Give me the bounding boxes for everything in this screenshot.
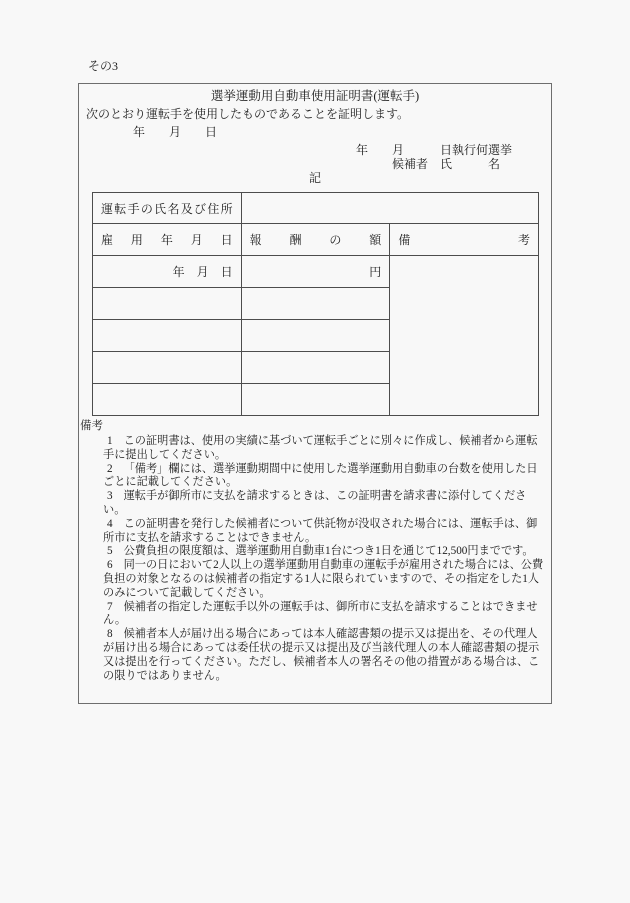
remuneration-header: 報 酬 の 額	[241, 224, 390, 256]
driver-usage-table	[92, 192, 539, 416]
note-item	[79, 628, 545, 683]
certify-statement: 次のとおり運転手を使用したものであることを証明します。	[86, 107, 410, 121]
driver-name-address-field	[241, 193, 538, 224]
driver-name-address-label: 運転手の氏名及び住所	[93, 193, 242, 224]
note-number: 7	[107, 600, 113, 613]
election-date-line: 年 月 日執行何選挙	[356, 143, 513, 157]
employment-date-empty-cell	[93, 320, 242, 352]
certificate-title: 選挙運動用自動車使用証明書(運転手)	[210, 89, 420, 103]
employment-date-empty-cell	[93, 288, 242, 320]
note-item	[79, 601, 545, 629]
note-number: 5	[107, 545, 113, 558]
remuneration-empty-cell	[241, 384, 390, 416]
notes-list	[79, 435, 551, 683]
note-text: 運転手が御所市に支払を請求するときは、この証明書を請求書に添付してください。	[103, 490, 527, 516]
note-text: 候補者本人が届け出る場合にあっては本人確認書類の提示又は提出を、その代理人が届け出る場合にあっては委任状の提示又は提出及び当該代理人の本人確認書類の提示又は提出を行ってください。ただし、候補者本人の署名その他の措置がある場合は、この限りではありません。	[103, 628, 540, 682]
table-row	[93, 256, 539, 288]
issue-date-line: 年 月 日	[133, 125, 218, 139]
corner-label: その3	[88, 59, 119, 73]
note-text: 「備考」欄には、選挙運動期間中に使用した選挙運動用自動車の台数を使用した日ごとに記載してください。	[103, 462, 538, 489]
note-number: 4	[107, 517, 113, 530]
certificate-box	[78, 83, 552, 704]
remuneration-amount-cell: 円	[241, 256, 390, 288]
note-text: この証明書は、使用の実績に基づいて運転手ごとに別々に作成し、候補者から運転手に提出してください。	[103, 435, 538, 461]
note-number: 2	[107, 462, 113, 475]
employment-date-cell: 年 月 日	[93, 256, 242, 288]
remuneration-empty-cell	[241, 320, 390, 352]
note-item	[79, 435, 545, 463]
note-item	[79, 545, 545, 559]
note-text: 候補者の指定した運転手以外の運転手は、御所市に支払を請求することはできません。	[103, 600, 538, 627]
note-item	[79, 559, 545, 600]
employment-date-header: 雇 用 年 月 日	[93, 224, 242, 256]
note-text: この証明書を発行した候補者について供託物が没収された場合には、運転手は、御所市に支払を請求することはできません。	[103, 517, 538, 544]
note-number: 8	[107, 628, 113, 641]
note-item	[79, 463, 545, 491]
note-number: 6	[107, 559, 113, 572]
record-mark: 記	[308, 171, 321, 185]
note-number: 1	[107, 435, 113, 447]
note-item	[79, 490, 545, 518]
remuneration-empty-cell	[241, 288, 390, 320]
note-number: 3	[107, 490, 113, 503]
candidate-name-line: 候補者 氏 名	[392, 157, 501, 171]
driver-name-row	[93, 193, 539, 224]
remarks-cell	[390, 256, 539, 416]
note-text: 公費負担の限度額は、選挙運動用自動車1台につき1日を通じて12,500円までです。	[123, 545, 534, 558]
table-header-row	[93, 224, 539, 256]
employment-date-empty-cell	[93, 384, 242, 416]
note-text: 同一の日において2人以上の選挙運動用自動車の運転手が雇用された場合には、公費負担の対象となるのは候補者の指定する1人に限られていますので、その指定をした1人のみについて記載してください。	[103, 559, 544, 599]
remuneration-empty-cell	[241, 352, 390, 384]
note-item	[79, 518, 545, 546]
notes-label: 備考	[80, 420, 103, 432]
employment-date-empty-cell	[93, 352, 242, 384]
remarks-header: 備 考	[390, 224, 539, 256]
